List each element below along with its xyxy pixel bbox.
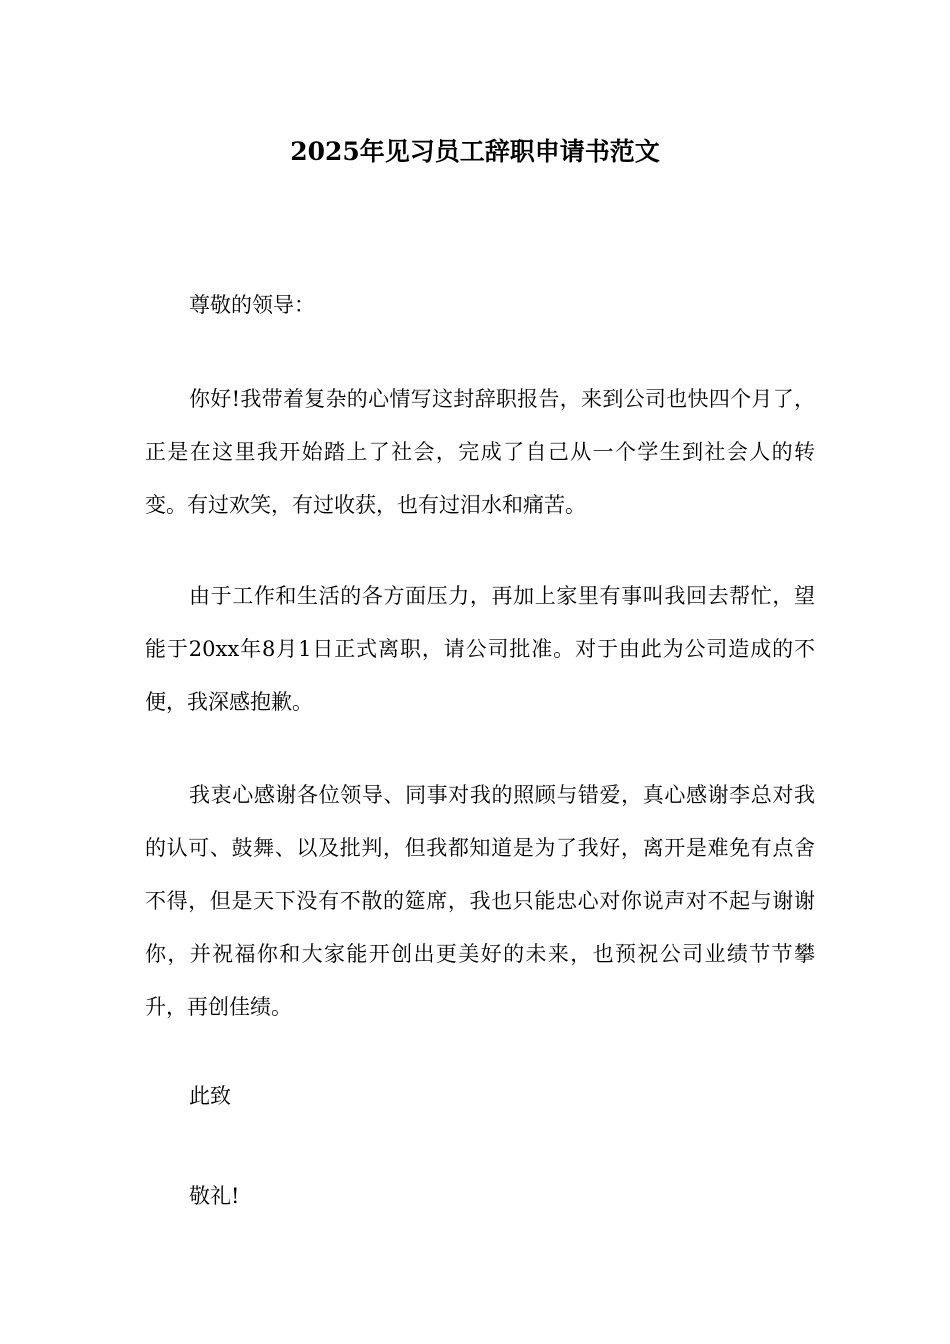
paragraph-3: 我衷心感谢各位领导、同事对我的照顾与错爱，真心感谢李总对我的认可、鼓舞、以及批判，但我都知道是为了我好，离开是难免有点舍不得，但是天下没有不散的筵席，我也只能忠心对你说声对不起与谢谢你，并祝福你和大家能开创出更美好的未来，也预祝公司业绩节节攀升，再创佳绩。 — [145, 783, 815, 1019]
paragraph-2: 由于工作和生活的各方面压力，再加上家里有事叫我回去帮忙，望能于20xx年8月1日正式离职，请公司批准。对于由此为公司造成的不便，我深感抱歉。 — [145, 584, 815, 714]
document-title: 2025年见习员工辞职申请书范文 — [290, 137, 660, 166]
paragraph-1: 你好!我带着复杂的心情写这封辞职报告，来到公司也快四个月了，正是在这里我开始踏上了社会，完成了自己从一个学生到社会人的转变。有过欢笑，有过收获，也有过泪水和痛苦。 — [145, 387, 815, 517]
closing-regards: 敬礼! — [189, 1184, 240, 1208]
closing-salutation: 此致 — [189, 1084, 231, 1108]
greeting: 尊敬的领导： — [189, 293, 315, 317]
